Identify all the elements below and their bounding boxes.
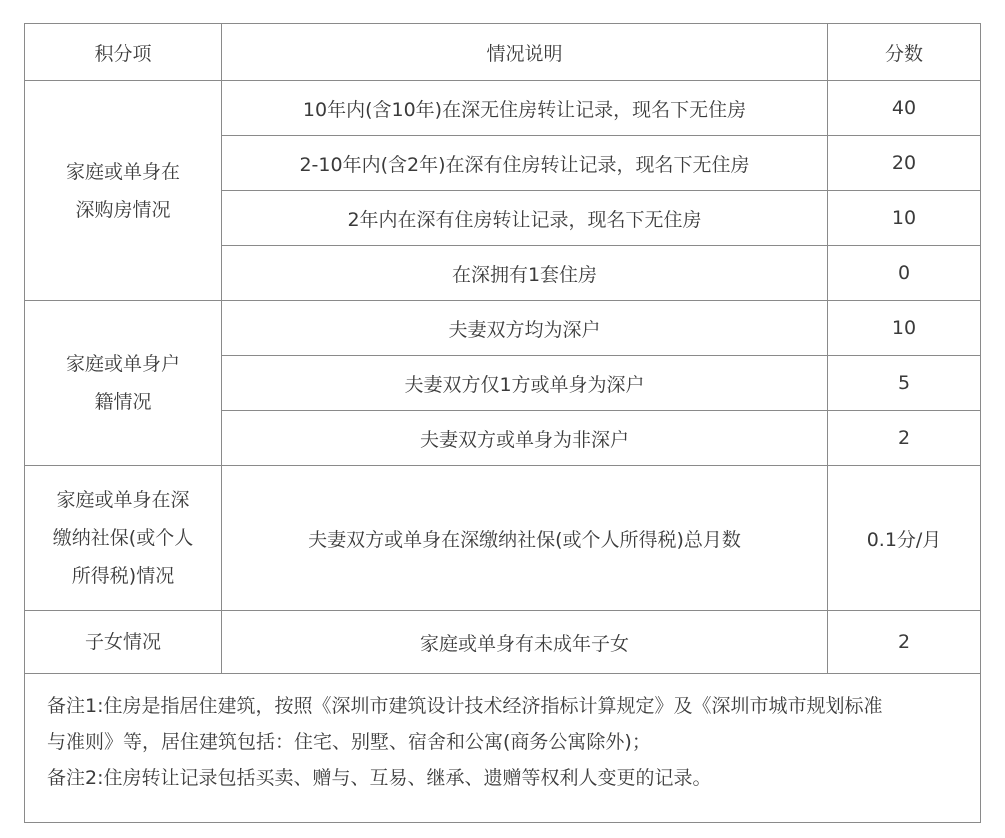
category-housing-line-1: 家庭或单身在	[65, 160, 180, 183]
row-score: 40	[828, 81, 981, 136]
row-score: 5	[828, 356, 981, 411]
row-score: 10	[828, 301, 981, 356]
row-description: 家庭或单身有未成年子女	[222, 611, 828, 674]
row-description: 2-10年内(含2年)在深有住房转让记录，现名下无住房	[222, 136, 828, 191]
note-line-2: 与准则》等，居住建筑包括：住宅、别墅、宿舍和公寓(商务公寓除外)；	[47, 731, 651, 753]
points-table	[24, 23, 981, 823]
category-hukou-line-2: 籍情况	[94, 391, 152, 413]
table-row	[25, 611, 981, 674]
notes-cell	[25, 674, 981, 823]
notes-row	[25, 674, 981, 823]
points-table-container	[24, 23, 981, 823]
header-row	[25, 24, 981, 81]
row-description: 10年内(含10年)在深无住房转让记录，现名下无住房	[222, 81, 828, 136]
category-social-insurance	[25, 466, 222, 611]
category-social-line-1: 家庭或单身在深	[56, 489, 190, 511]
row-score: 2	[828, 411, 981, 466]
row-description: 夫妻双方仅1方或单身为深户	[222, 356, 828, 411]
row-description: 在深拥有1套住房	[222, 246, 828, 301]
row-score: 0.1分/月	[828, 466, 981, 611]
table-row	[25, 466, 981, 611]
row-description: 2年内在深有住房转让记录，现名下无住房	[222, 191, 828, 246]
row-score: 0	[828, 246, 981, 301]
category-social-line-2: 缴纳社保(或个人	[52, 527, 194, 549]
row-description: 夫妻双方或单身在深缴纳社保(或个人所得税)总月数	[222, 466, 828, 611]
row-score: 10	[828, 191, 981, 246]
category-housing	[25, 81, 222, 301]
category-children: 子女情况	[25, 611, 222, 674]
header-score: 分数	[828, 24, 981, 81]
header-description: 情况说明	[222, 24, 828, 81]
row-score: 20	[828, 136, 981, 191]
category-hukou	[25, 301, 222, 466]
note-line-3: 备注2:住房转让记录包括买卖、赠与、互易、继承、遗赠等权利人变更的记录。	[47, 767, 712, 789]
row-description: 夫妻双方或单身为非深户	[222, 411, 828, 466]
note-line-1: 备注1:住房是指居住建筑，按照《深圳市建筑设计技术经济指标计算规定》及《深圳市城市规划标准	[47, 695, 883, 717]
row-description: 夫妻双方均为深户	[222, 301, 828, 356]
category-housing-line-2: 深购房情况	[75, 198, 171, 221]
table-row	[25, 301, 981, 356]
table-row	[25, 81, 981, 136]
row-score: 2	[828, 611, 981, 674]
header-item: 积分项	[25, 24, 222, 81]
category-hukou-line-1: 家庭或单身户	[65, 353, 180, 375]
category-social-line-3: 所得税)情况	[71, 565, 175, 587]
